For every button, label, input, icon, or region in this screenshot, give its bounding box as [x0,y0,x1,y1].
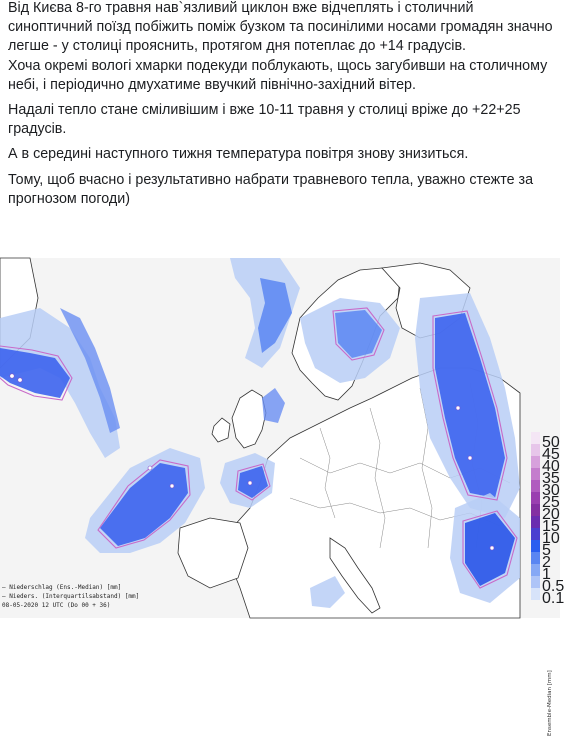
legend-entry [531,516,560,535]
peak-marker [148,466,152,470]
peak-marker [468,456,472,460]
legend-label: 35 [542,470,560,487]
legend-label: 40 [542,458,560,475]
precipitation-map [0,258,560,618]
legend-entry [531,456,560,475]
peak-marker [456,406,460,410]
legend-swatch [531,480,540,492]
legend-entry [531,564,557,583]
peak-marker [490,546,494,550]
legend-entry [531,468,560,487]
post-paragraph-4: Тому, щоб вчасно і результативно набрати травневого тепла, уважно стежте за прогнозом погоди) [8,171,534,207]
legend-swatch [531,432,540,444]
legend-label: 2 [542,554,551,571]
peak-marker [18,378,22,382]
legend-title: Ensemble-Median [mm] [547,670,553,736]
legend-label: 0.5 [542,578,564,595]
peak-marker [248,481,252,485]
legend-swatch [531,588,540,600]
legend-swatch [531,492,540,504]
legend-entry [531,528,560,547]
legend-entry [531,432,560,451]
legend-label: 15 [542,518,560,535]
post-paragraph-3: А в середині наступного тижня температура повітря знову знизиться. [8,146,469,163]
peak-marker [10,374,14,378]
legend-label: 1 [542,566,551,583]
legend-label: 10 [542,530,560,547]
legend-swatch [531,564,540,576]
legend-label: 20 [542,506,560,523]
legend-entry [531,480,560,499]
legend-swatch [531,576,540,588]
legend-swatch [531,552,540,564]
legend-label: 50 [542,434,560,451]
legend-swatch [531,456,540,468]
post-paragraph-2: Надалі тепло стане сміливішим і вже 10-11 травня у столиці вріже до +22+25 градусів. [8,102,521,138]
legend-entry [531,444,560,463]
post-text [0,0,560,209]
legend-swatch [531,444,540,456]
legend-swatch [531,468,540,480]
legend-entry [531,576,564,595]
legend-label: 5 [542,542,551,559]
legend-label: 45 [542,446,560,463]
legend-label: 30 [542,482,560,499]
legend-label: 0.1 [542,590,564,607]
legend-entry [531,540,557,559]
peak-marker [170,484,174,488]
legend-swatch [531,528,540,540]
map-caption-line: — Niederschlag (Ens.-Median) [mm] [2,584,122,591]
legend-label: 25 [542,494,560,511]
legend-swatch [531,516,540,528]
post-paragraph-1: Від Києва 8-го травня нав`язливий циклон вже відчеплять і столичний синоптичний поїзд побіжить поміж бузком та посинілими носами громадян значно легше - у столиці прояснить, протягом дня потеплає до +14 градусів. Хоча окремі вологі хмарки подекуди поблукають, щось загубивши на столичному небі, і періодично дмухатиме ввучкий північно-західний вітер. [8,0,553,93]
legend-entry [531,552,557,571]
legend-swatch [531,504,540,516]
legend-entry [531,588,564,607]
legend-swatch [531,540,540,552]
precipitation-legend [531,432,564,607]
map-caption-line: — Nieders. (Interquartilsabstand) [mm] [2,593,140,600]
map-caption-line: 08-05-2020 12 UTC (Do 00 + 36) [2,602,111,609]
legend-entry [531,504,560,523]
legend-entry [531,492,560,511]
forecast-map-image[interactable] [0,258,560,736]
